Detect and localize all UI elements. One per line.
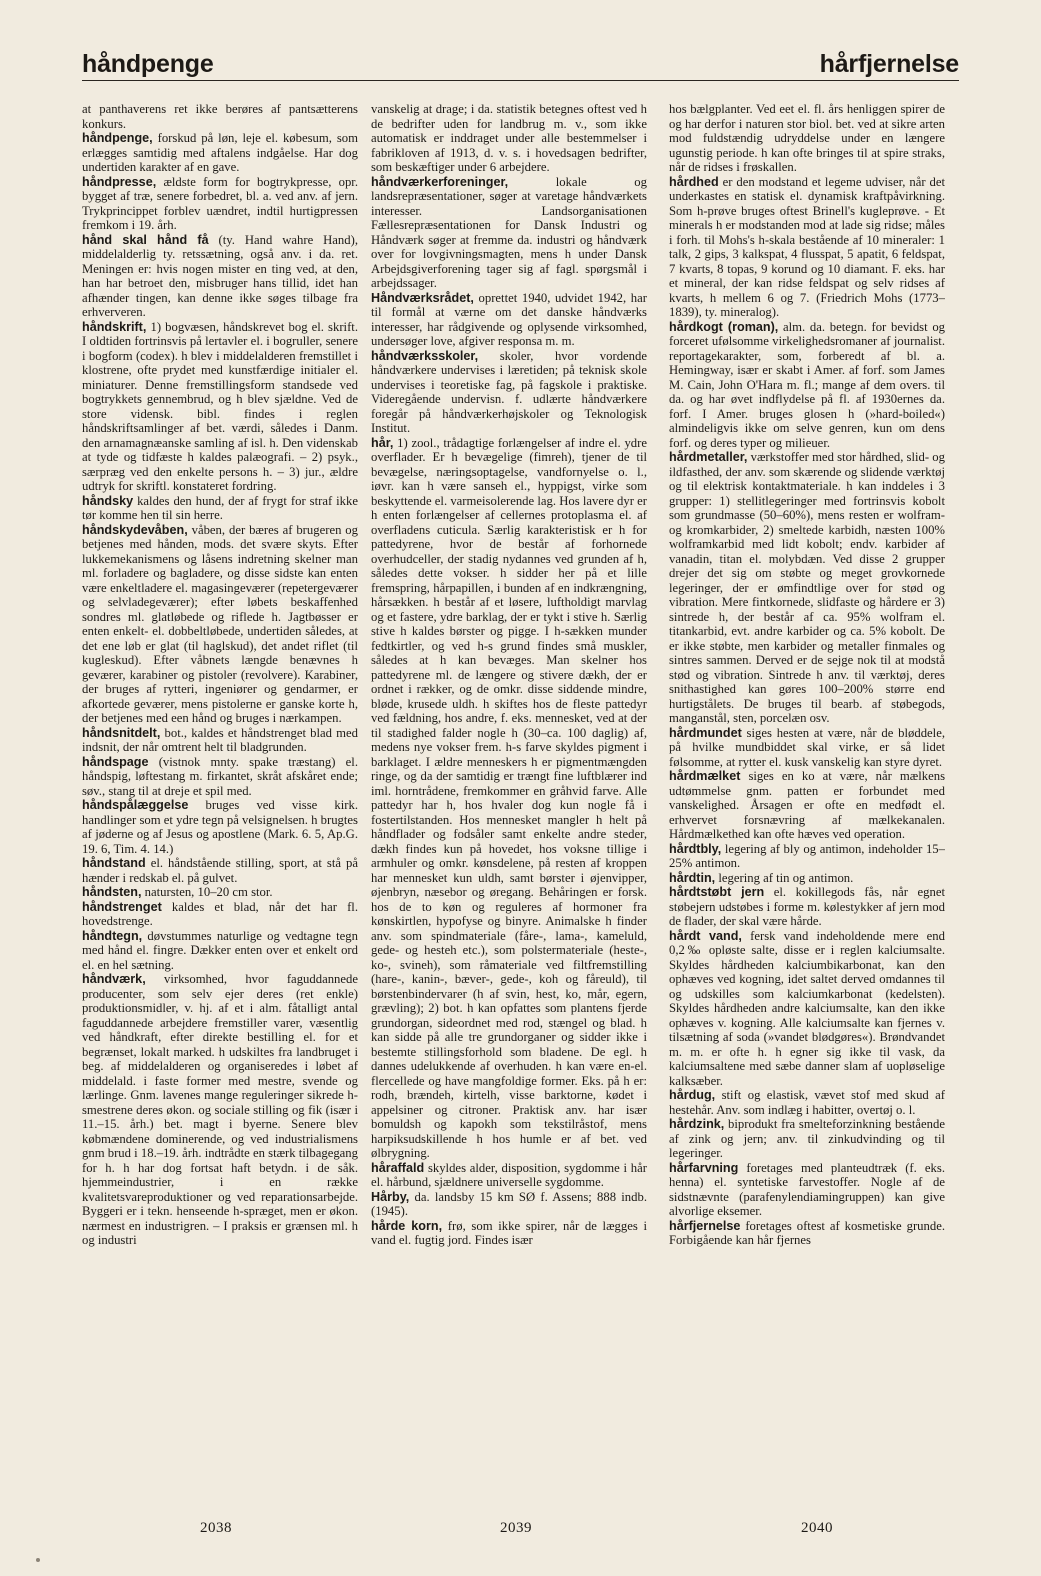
entry-definition: oprettet 1940, udvidet 1942, har til formål at værne om det danske håndværks interesser, har rådgivende og oplysende virksomhed, undersøger love, afgiver responsa m. m. xyxy=(371,290,647,348)
entry-headword: håndsnitdelt, xyxy=(82,725,161,740)
entry-headword: håndtegn, xyxy=(82,928,143,943)
entry-definition: (ty. Hand wahre Hand), middelalderlig ty. retssætning, også anv. i da. ret. Meningen er: hvis nogen mister en ting ved, at den, han har betroet den, misbruger hans tillid, idet han afhænder tingen, kan denne ikke søges tilbage fra erhververen. xyxy=(82,232,358,319)
entry-definition: værkstoffer med stor hårdhed, slid- og ildfasthed, der anv. som skærende og slidende værktøj og til elektrisk kontaktmateriale. h kan inddeles i 3 grupper: 1) stellitlegeringer med fortrinsvis kobolt som grundmasse (50–60%), mens resten er wolfram- og kromkarbider, 2) smeltede karbidh, næsten 100% wolframkarbid med lidt kobolt; endv. karbider af vanadin, titan el. molybdæn. Ved disse 2 grupper drejer det sig om støbte og meget grovkornede legeringer, der er ømfindtlige over for stød og vibration. Mere fintkornede, slidfaste og hårdere er 3) sintrede h, der består af ca. 95% wolfram el. titankarbid, evt. andre karbider og ca. 5% kobolt. De er ikke støbte, men karbider og metaller finmales og sintres sammen. Derved er de sejge nok til at modstå stød og vibration. Sintrede h anv. til værktøj, deres snithastighed kan gøres 100–200% større end hurtigstålets. De bruges til bearb. af støbegods, manganstål, sten, porcelæn osv. xyxy=(669,450,945,725)
entry-definition: at panthaverens ret ikke berøres af pantsætterens konkurs. xyxy=(82,102,358,131)
dictionary-entry xyxy=(82,856,358,885)
dictionary-entry xyxy=(669,450,945,726)
entry-headword: Hårby, xyxy=(371,1189,410,1204)
entry-headword: håndstrenget xyxy=(82,899,162,914)
page-number-left: 2038 xyxy=(200,1520,232,1536)
entry-definition: bruges ved visse kirk. handlinger som et ydre tegn på velsignelsen. h brugtes af jøderne og af Jesus og apostlene (Mark. 6. 5, Ap.G. 19. 6, Tim. 4. 14.) xyxy=(82,798,358,856)
entry-definition: vanskelig at drage; i da. statistik betegnes oftest ved h de bedrifter uden for landbrug m. v., som ikke automatisk er inddraget under alle bestemmelser i fabrikloven af 1913, d. v. s. i hovedsagen bedrifter, som beskæftiger under 6 arbejdere. xyxy=(371,102,647,174)
dictionary-entry xyxy=(669,842,945,871)
entry-headword: hårdmetaller, xyxy=(669,450,748,464)
dictionary-entry xyxy=(82,726,358,755)
dictionary-entry xyxy=(371,291,647,349)
entry-definition: er den modstand et legeme udviser, når det underkastes en statisk el. dynamisk kraftpåvirkning. Som h-prøve bruges oftest Brinell's kugleprøve. - Et minerals h er modstanden mod at lade sig ridse; måles i forh. til Mohs's h-skala bestående af 10 mineraler: 1 talk, 2 gips, 3 kalkspat, 4 flusspat, 5 apatit, 6 feldspat, 7 kvarts, 8 topas, 9 korund og 10 diamant. F. eks. har et mineral, der kan ridse feldspat og selv ridses af kvarts, h mellem 6 og 7. (Friedrich Mohs (1773–1839), ty. mineralog). xyxy=(669,174,945,319)
dictionary-entry xyxy=(371,1190,647,1219)
dictionary-entry xyxy=(669,320,945,451)
entry-headword: håndsky xyxy=(82,493,134,508)
dictionary-entry xyxy=(82,900,358,929)
entry-headword: håndpenge, xyxy=(82,131,153,145)
entry-definition: frø, som ikke spirer, når de lægges i vand el. fugtig jord. Findes især xyxy=(371,1218,647,1247)
dictionary-entry xyxy=(82,523,358,726)
dictionary-entry xyxy=(669,1161,945,1219)
entry-definition: legering af tin og antimon. xyxy=(718,870,854,885)
entry-headword: hårdtbly, xyxy=(669,841,722,856)
entry-definition: forskud på løn, leje el. købesum, som erlægges samtidig med aftalens indgåelse. Har dog undertiden karakter af en gave. xyxy=(82,131,358,174)
entry-definition: da. landsby 15 km SØ f. Assens; 888 indb. (1945). xyxy=(371,1189,647,1218)
entry-definition: skoler, hvor vordende håndværkere undervises i læretiden; på teknisk skole undervises i teoretiske fag, på fagskole i praktiske. Videregående undervisn. f. udlærte håndværkere foregår på håndværkerhøjskoler og Teknologisk Institut. xyxy=(371,348,647,435)
entry-definition: ældste form for bogtrykpresse, opr. bygget af træ, senere forbedret, bl. a. ved anv. af jern. Trykprincippet forblev uændret, indtil hurtigpressen fremkom i 19. årh. xyxy=(82,174,358,232)
dictionary-entry xyxy=(669,1117,945,1161)
entry-definition: virksomhed, hvor faguddannede producenter, som selv ejer deres (ret enkle) produktionsmidler, v. hj. af et i alm. fåtalligt antal faguddannede arbejdere fremstiller varer, væsentlig ved håndkraft, efter direkte bestilling el. for et begrænset, lokalt marked. h udskiltes fra landbruget i beg. af middelalderen og organiseredes i løbet af middelald. i faste former med mestre, svende og lærlinge. Gnm. lavenes mange reguleringer sikrede h-smestrene deres økon. og sociale stilling og fik (især i 11.–15. årh.) bet. magt i byerne. Senere blev købmændene dominerende, og ved industrialismens gnm brud i 18.–19. årh. indtrådte en stærk tilbagegang for h. h har dog fortsat haft betydn. i de såk. hjemmeindustrier, i en række kvalitetsvareproduktioner og ved reparationsarbejde. Byggeri er i tekn. henseende h-spræget, men er økon. nærmest en industrigren. – I praksis er grænsen ml. h og industri xyxy=(82,972,358,1247)
dictionary-entry xyxy=(669,769,945,842)
entry-definition: 1) zool., trådagtige forlængelser af indre el. ydre overflader. Er h bevægelige (fimreh), tjener de til bevægelse, næringsoptagelse, vandfornyelse o. l., iøvr. kan h være sanseh el., hyppigst, virke som beskyttende el. varmeisolerende lag. Hos lavere dyr er h enten forlængelser af cellernes protoplasma el. af overfladens cuticula. Særlig karakteristisk er h for pattedyrene, hvor de består af forhornede overhudceller, der stadig nydannes ved grunden af h, således dette vokser. h sidder her på et lille fremspring, hårpapillen, i bunden af en indkrængning, hårsækken. h består af et løsere, luftholdigt marvlag og et fastere, ydre barklag, der er tykt i stive h. Særlig stive h kaldes børster og pigge. I h-sækken munder fedtkirtler, og ved h-s grund findes små muskler, således at h kan bevæges. Man skelner hos pattedyrene ml. de længere og stivere dækh, der er ordnet i rækker, og de omkr. disse siddende mindre, bløde, krusede uldh. h skiftes hos de fleste pattedyr ved fældning, hos andre, f. eks. mennesket, ved at der til stadighed falder nogle h (30–ca. 100 daglig) af, medens nye vokser frem. h-s farve skyldes pigment i barklaget. I ældre menneskers h er pigmentmængden ringe, og da der samtidig er trængt fine luftblærer ind iml. horntrådene, fremkommer en gråhvid farve. Alle pattedyr har h, hos hvaler dog kun nogle få i fostertilstanden. Hos mennesket mangler h helt på håndflader og fodsåler samt enkelte andre steder, dækh findes kun på hovedet, hos voksne tillige i armhuler og omkr. kønsdelene, på resten af kroppen har mennesket kun uldh, samt børster i øjenvipper, øjenbryn, næsebor og øregang. Behåringen er forsk. hos de to køn og reguleres af hormoner fra kønskirtlen, hypofyse og binyre. Animalske h finder anv. som spindmateriale (fåre-, lama-, kameluld, gede- og hesteh etc.), som polstermateriale (heste-, ko-, svineh), som råmateriale ved filtfremstilling (hare-, kanin-, bæver-, gede-, koh og fåreuld), til børstenbindervarer (h af svin, hest, ko, mår, egern, grævling); 2) bot. h kan opfattes som plantens fjerde grundorgan, sideordnet med rod, stængel og blad. h kan sidde på alle tre grundorganer og sidder ikke i bestemte stillingsforhold som bladene. De egl. h dannes udelukkende af overhuden. h kan være en-el. flercellede og have mangfoldige former. Eks. på h er: rodh, brændeh, kirtelh, visse barktorne, kødet i appelsiner og citroner. Praktisk anv. har især bomuldsh og kapokh som tekstilråstof, mens harpiksudskillende h hos humle er af bet. ved ølbrygning. xyxy=(371,435,647,1160)
dictionary-entry xyxy=(669,929,945,1089)
entry-definition: fersk vand indeholdende mere end 0,2‰ opløste salte, disse er i reglen kalciumsalte. Skyldes hårdheden kalciumbikarbonat, kan den ophæves ved kogning, idet saltet derved omdannes til og udskilles som kalciumkarbonat (kedelsten). Skyldes hårdheden andre kalciumsalte, kan den ikke ophæves v. kogning. Alle kalciumsalte kan fjernes v. tilsætning af soda (»vandet blødgøres«). Brøndvandet m. m. er ofte h. h egner sig ikke til vask, da kalciumsaltene med sæbe danner slam af uopløselige kalksæber. xyxy=(669,928,945,1088)
entry-definition: alm. da. betegn. for bevidst og forceret ufølsomme virkelighedsromaner af journalist. reportagekarakter, som, forberedt af bl. a. Hemingway, især er skabt i Amer. af forf. som James M. Cain, John O'Hara m. fl.; mange af dem overs. til da. og har øvet indflydelse på fl. af 1930ernes da. forf. I Amer. bruges glosen h (»hard-boiled«) almindeligvis ikke om selve genren, kun om dens forf. og deres typer og milieuer. xyxy=(669,319,945,450)
entry-definition: kaldes den hund, der af frygt for straf ikke tør komme hen til sin herre. xyxy=(82,493,358,522)
entry-headword: håndspage xyxy=(82,754,149,769)
page-number-right: 2040 xyxy=(801,1520,833,1536)
dictionary-entry xyxy=(371,349,647,436)
page-number-middle: 2039 xyxy=(500,1520,532,1536)
entry-definition: siges hesten at være, når de bløddele, på hvilke mundbiddet skal virke, er så lidet følsomme, at rytter el. kusk vanskelig kan styre dyret. xyxy=(669,725,945,769)
entry-headword: hårdt vand, xyxy=(669,928,742,943)
entry-definition: foretages oftest af kosmetiske grunde. Forbigående kan hår fjernes xyxy=(669,1218,945,1247)
entry-headword: hår, xyxy=(371,435,394,450)
print-speck xyxy=(36,1558,40,1562)
dictionary-entry xyxy=(82,798,358,856)
entry-definition: bot., kaldes et håndstrenget blad med indsnit, der når omtrent helt til bladgrunden. xyxy=(82,725,358,754)
dictionary-entry xyxy=(669,871,945,886)
entry-definition: hos bælgplanter. Ved eet el. fl. års henliggen spirer de og har derfor i naturen stor biol. bet. ved at sikre arten mod fuldstændig udryddelse under en længere ugunstig periode. h kan ofte bringes til at spire straks, når de ridses i frøskallen. xyxy=(669,102,945,174)
entry-definition: våben, der bæres af brugeren og betjenes med hånden, mods. det svære skyts. Efter lukkemekanismens og låsens indretning skelner man ml. forladere og bagladere, og disse sidste kan enten være enkeltladere el. magasingeværer (repetergeværer og selvladegeværer); efter løbets beskaffenhed sondres ml. glatløbede og riflede h. Jagtbøsser er enten enkelt- el. dobbeltløbede, undertiden således, at det ene løb er glat (til haglskud), det andet riflet (til kugleskud). Efter våbnets længde benævnes h geværer, karabiner og pistoler (revolvere). Karabiner, der bruges af rytteri, ingeniører og gendarmer, er afkortede geværer, mens pistolerne er ganske korte h, der betjenes med een hånd og bruges i nærkampen. xyxy=(82,522,358,725)
entry-headword: håndstand xyxy=(82,856,146,870)
entry-definition: el. kokillegods fås, når egnet støbejern udstøbes i forme m. kølestykker af jern mod de flader, der skal være hårde. xyxy=(669,885,945,928)
entry-headword: Håndværksrådet, xyxy=(371,290,474,305)
header-left-guide-word: håndpenge xyxy=(82,50,214,78)
dictionary-entry xyxy=(371,175,647,291)
entry-headword: håndværk, xyxy=(82,972,146,986)
entry-headword: hårfjernelse xyxy=(669,1218,741,1233)
entry-headword: håndsten, xyxy=(82,885,142,899)
entry-headword: hårde korn, xyxy=(371,1218,443,1233)
entry-headword: håndspålæggelse xyxy=(82,798,189,812)
entry-headword: håndskydevåben, xyxy=(82,522,188,537)
entry-headword: hårdzink, xyxy=(669,1117,725,1131)
dictionary-entry xyxy=(669,1219,945,1248)
column-2 xyxy=(371,102,647,1510)
entry-headword: hårdmælket xyxy=(669,769,741,783)
entry-definition: foretages med planteudtræk (f. eks. henna) el. syntetiske farvestoffer. Nogle af de sidstnævnte (parafenylendiamingruppen) kan give alvorlige eksemer. xyxy=(669,1160,945,1218)
dictionary-entry xyxy=(669,175,945,320)
dictionary-entry xyxy=(82,929,358,973)
dictionary-entry xyxy=(371,1161,647,1190)
entry-headword: hårdkogt (roman), xyxy=(669,319,779,334)
entry-definition: siges en ko at være, når mælkens udtømmelse gnm. patten er forbundet med vanskelighed. Årsagen er ofte en medfødt el. erhvervet forsnævring af mælkekanalen. Hårdmælkethed kan ofte hæves ved operation. xyxy=(669,769,945,841)
entry-headword: hårdhed xyxy=(669,174,719,189)
dictionary-entry xyxy=(82,755,358,799)
dictionary-entry xyxy=(82,972,358,1248)
entry-definition: døvstummes naturlige og vedtagne tegn med hånd el. fingre. Dækker enten over et enkelt ord el. en hel sætning. xyxy=(82,928,358,972)
entry-headword: hårdtstøbt jern xyxy=(669,885,765,899)
entry-definition: el. håndstående stilling, sport, at stå på hænder i redskab el. på gulvet. xyxy=(82,856,358,885)
entry-headword: håndværkerforeninger, xyxy=(371,174,509,189)
entry-definition: (vistnok mnty. spake træstang) el. håndspig, løftestang m. firkantet, skråt afskåret ende; søv., stang til at dreje et spil med. xyxy=(82,754,358,798)
entry-definition: natursten, 10–20 cm stor. xyxy=(144,885,273,899)
dictionary-entry xyxy=(82,131,358,175)
entry-headword: håndpresse, xyxy=(82,174,157,189)
dictionary-entry xyxy=(82,175,358,233)
entry-headword: håraffald xyxy=(371,1160,425,1175)
dictionary-entry xyxy=(669,102,945,175)
entry-definition: biprodukt fra smelteforzinkning bestående af zink og jern; anv. til zinkudvinding og til legeringer. xyxy=(669,1117,945,1160)
dictionary-entry xyxy=(371,102,647,175)
dictionary-entry xyxy=(669,1088,945,1117)
dictionary-entry xyxy=(371,1219,647,1248)
entry-headword: håndskrift, xyxy=(82,319,147,334)
column-1 xyxy=(82,102,358,1510)
dictionary-entry xyxy=(82,494,358,523)
running-header xyxy=(82,40,959,81)
dictionary-entry xyxy=(82,102,358,131)
entry-headword: hårdtin, xyxy=(669,870,716,885)
entry-headword: hårfarvning xyxy=(669,1160,739,1175)
entry-definition: kaldes et blad, når det har fl. hovedstrenge. xyxy=(82,899,358,928)
column-3 xyxy=(669,102,945,1510)
dictionary-entry xyxy=(82,320,358,494)
entry-definition: stift og elastisk, vævet stof med skud af hestehår. Anv. som indlæg i habitter, overtøj o. l. xyxy=(669,1088,945,1117)
header-right-guide-word: hårfjernelse xyxy=(819,50,959,78)
entry-definition: legering af bly og antimon, indeholder 15–25% antimon. xyxy=(669,841,945,870)
entry-definition: 1) bogvæsen, håndskrevet bog el. skrift. I oldtiden fortrinsvis på lertavler el. i bogruller, senere i bogform (codex). h blev i middelalderen fremstillet i klostrene, ofte prydet med kunstfærdige initialer el. miniaturer. Denne fremstillingsform standsede ved bogtrykkets gennembrud, og h blev sjældne. Ved de store vidensk. bibl. findes i reglen håndskriftsamlinger af bet. værdi, således i Danm. den arnamagnæanske samling af isl. h. Den videnskab at tyde og tidfæste h kaldes palæografi. – 2) psyk., særpræg ved den enkelte persons h. – 3) jur., ældre udtryk for skriftl. konstateret fordring. xyxy=(82,319,358,493)
dictionary-entry xyxy=(669,885,945,929)
entry-definition: lokale og landsrepræsentationer, søger at varetage håndværkets interesser. Landsorganisationen Fællesrepræsentationen for Dansk Industri og Håndværk søger at fremme da. industri og håndværk over for lovgivningsmagten, mens h under Dansk Arbejdsgiverforening tager sig af fagl. spørgsmål i arbejdssager. xyxy=(371,174,647,290)
entry-headword: håndværksskoler, xyxy=(371,348,479,363)
entry-headword: hårdug, xyxy=(669,1088,716,1102)
dictionary-entry xyxy=(371,436,647,1161)
dictionary-entry xyxy=(82,885,358,900)
entry-headword: hånd skal hånd få xyxy=(82,232,209,247)
entry-headword: hårdmundet xyxy=(669,725,742,740)
dictionary-entry xyxy=(82,233,358,320)
dictionary-entry xyxy=(669,726,945,770)
entry-definition: skyldes alder, disposition, sygdomme i hår el. hårbund, sjældnere universelle sygdomme. xyxy=(371,1160,647,1189)
